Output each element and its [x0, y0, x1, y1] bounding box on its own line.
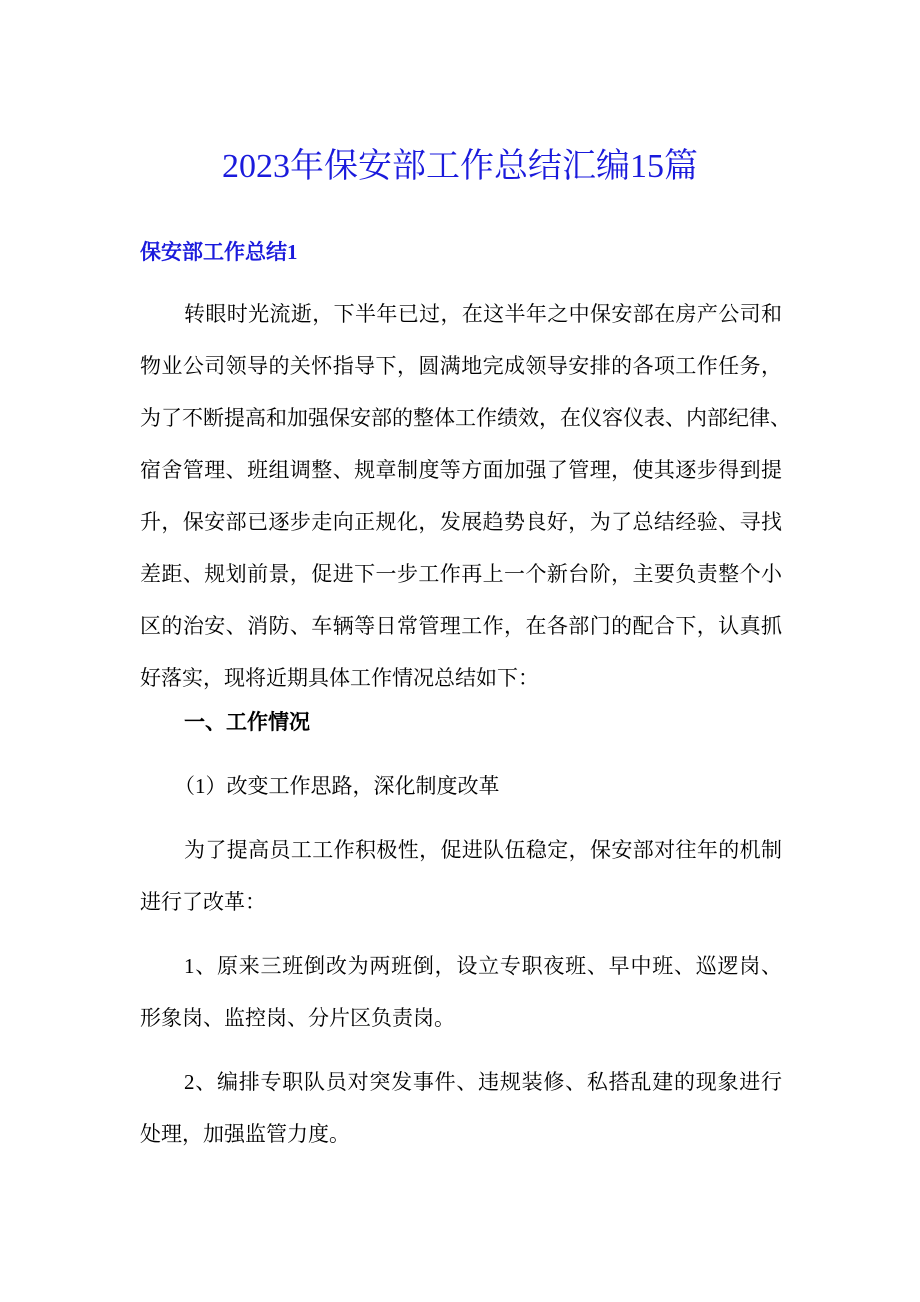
list-item-line: 处理，加强监管力度。 — [140, 1122, 350, 1146]
paragraph-line: 转眼时光流逝，下半年已过，在这半年之中保安部在房产公司和 — [184, 302, 782, 326]
subheading-reform: （1）改变工作思路，深化制度改革 — [174, 774, 500, 798]
paragraph-line: 区的治安、消防、车辆等日常管理工作，在各部门的配合下，认真抓 — [140, 614, 782, 638]
paragraph-line: 升，保安部已逐步走向正规化，发展趋势良好，为了总结经验、寻找 — [140, 510, 782, 534]
paragraph-line: 差距、规划前景，促进下一步工作再上一个新台阶，主要负责整个小 — [140, 562, 782, 586]
list-item-line: 形象岗、监控岗、分片区负责岗。 — [140, 1006, 455, 1030]
list-item-line: 2、编排专职队员对突发事件、违规装修、私搭乱建的现象进行 — [184, 1070, 782, 1094]
paragraph-line: 进行了改革： — [140, 890, 266, 914]
paragraph-line: 为了提高员工工作积极性，促进队伍稳定，保安部对往年的机制 — [184, 838, 782, 862]
list-item-line: 1、原来三班倒改为两班倒，设立专职夜班、早中班、巡逻岗、 — [184, 954, 782, 978]
document-title: 2023年保安部工作总结汇编15篇 — [222, 148, 698, 185]
subheading-work-status: 一、工作情况 — [184, 710, 310, 734]
paragraph-line: 宿舍管理、班组调整、规章制度等方面加强了管理，使其逐步得到提 — [140, 458, 782, 482]
section-heading: 保安部工作总结1 — [140, 240, 298, 264]
paragraph-line: 物业公司领导的关怀指导下，圆满地完成领导安排的各项工作任务， — [140, 354, 782, 378]
paragraph-line: 好落实，现将近期具体工作情况总结如下： — [140, 666, 539, 690]
paragraph-line: 为了不断提高和加强保安部的整体工作绩效，在仪容仪表、内部纪律、 — [140, 406, 791, 430]
